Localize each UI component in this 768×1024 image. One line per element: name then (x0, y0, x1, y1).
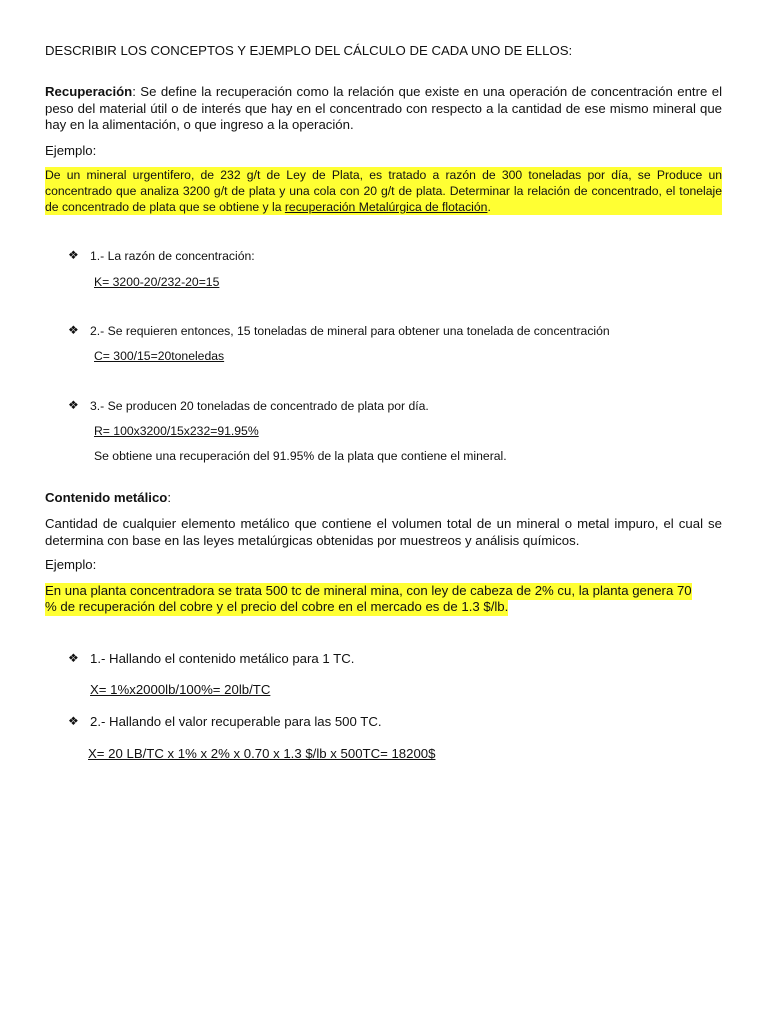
bullet-icon: ❖ (68, 398, 79, 412)
example-1-highlighted (45, 167, 722, 215)
example-1-underlined: recuperación Metalúrgica de flotación (284, 200, 488, 214)
contenido-heading (45, 490, 722, 507)
step-2-1-formula: X= 1%x2000lb/100%= 20lb/TC (90, 682, 271, 697)
contenido-term: Contenido metálico (45, 490, 168, 505)
step-1-title: 1.- La razón de concentración: (90, 249, 255, 263)
example-2-line-1: En una planta concentradora se trata 500 tc de mineral mina, con ley de cabeza de 2% cu, la planta genera 70 (45, 583, 692, 598)
step-2-2-title: 2.- Hallando el valor recuperable para las 500 TC. (90, 714, 382, 729)
step-3-note: Se obtiene una recuperación del 91.95% de la plata que contiene el mineral. (94, 449, 507, 463)
bullet-icon: ❖ (68, 248, 79, 262)
step-3-formula: R= 100x3200/15x232=91.95% (94, 424, 259, 438)
recuperacion-term: Recuperación (45, 84, 133, 99)
page-heading: DESCRIBIR LOS CONCEPTOS Y EJEMPLO DEL CÁLCULO DE CADA UNO DE ELLOS: (45, 43, 573, 58)
bullet-icon: ❖ (68, 651, 79, 665)
step-2-2-formula: X= 20 LB/TC x 1% x 2% x 0.70 x 1.3 $/lb x 500TC= 18200$ (88, 746, 436, 761)
example-label-2: Ejemplo: (45, 557, 97, 572)
step-2-formula: C= 300/15=20toneledas (94, 349, 225, 363)
example-1-text: De un mineral urgentifero, de 232 g/t de Ley de Plata, es tratado a razón de 300 toneladas por día, se Produce un concentrado que analiza 3200 g/t de plata y una cola con 20 g/t de plata. Determinar la relación de concentrado, el tonelaje de concentrado de plata que se obtiene y la (45, 168, 722, 214)
bullet-icon: ❖ (68, 714, 79, 728)
step-1-formula: K= 3200-20/232-20=15 (94, 275, 220, 289)
step-3-title: 3.- Se producen 20 toneladas de concentrado de plata por día. (90, 399, 429, 413)
bullet-icon: ❖ (68, 323, 79, 337)
example-1-end: . (487, 200, 491, 214)
contenido-definition: Cantidad de cualquier elemento metálico que contiene el volumen total de un mineral o metal impuro, el cual se determina con base en las leyes metalúrgicas obtenidas por muestreos y análisis químicos. (45, 516, 722, 548)
example-label-1: Ejemplo: (45, 143, 97, 158)
example-2-line-2: % de recuperación del cobre y el precio del cobre en el mercado es de 1.3 $/lb. (45, 599, 509, 614)
step-2-1-title: 1.- Hallando el contenido metálico para 1 TC. (90, 651, 355, 666)
recuperacion-definition (45, 84, 722, 134)
recuperacion-definition-text: : Se define la recuperación como la relación que existe en una operación de concentración entre el peso del material útil o de interés que hay en el concentrado con respecto a la cantidad de ese mismo mineral que hay en la alimentación, o que ingreso a la operación. (45, 84, 722, 132)
step-2-title: 2.- Se requieren entonces, 15 toneladas de mineral para obtener una tonelada de concentración (90, 324, 610, 338)
contenido-colon: : (167, 490, 172, 505)
